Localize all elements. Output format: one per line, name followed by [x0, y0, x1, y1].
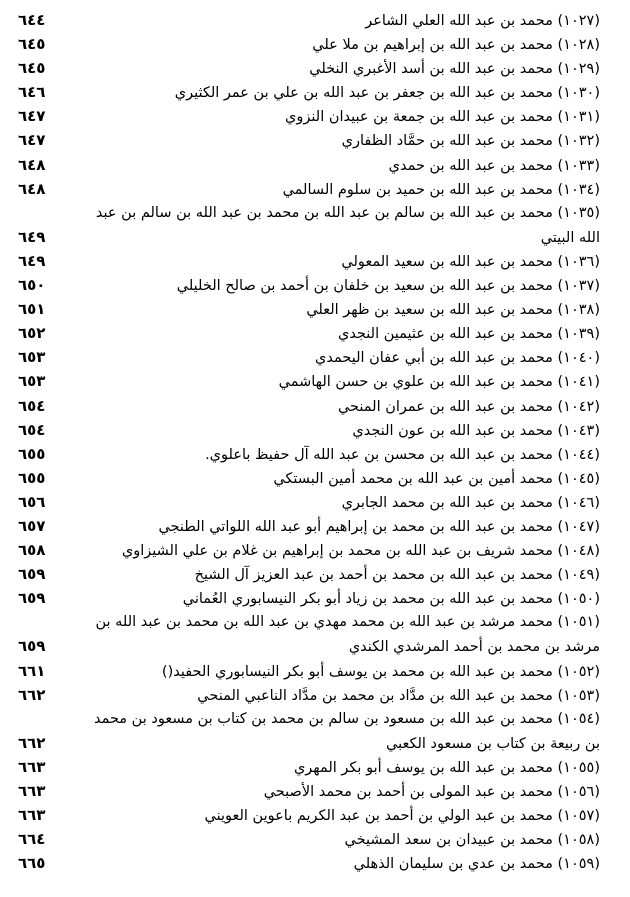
entry-page-number: ٦٥٤ — [18, 396, 46, 415]
entry-page-number: ٦٤٧ — [18, 131, 46, 150]
index-entry — [18, 490, 600, 514]
entry-text: الله البيتي — [540, 229, 600, 246]
entry-page-number: ٦٦٥ — [18, 854, 46, 873]
index-entry — [18, 80, 600, 104]
entry-page-number: ٦٦٢ — [18, 685, 46, 704]
index-entry — [18, 225, 600, 249]
entry-page-number: ٦٦٣ — [18, 757, 46, 776]
index-entry — [18, 177, 600, 201]
index-entry — [18, 297, 600, 321]
entry-text: (١٠٥٩) محمد بن عدي بن سليمان الذهلي — [353, 856, 600, 873]
index-entry — [18, 659, 600, 683]
index-entry — [18, 32, 600, 56]
entry-page-number: ٦٤٤ — [18, 11, 46, 29]
entry-page-number: ٦٤٦ — [18, 83, 46, 102]
entry-page-number: ٦٥٥ — [18, 444, 46, 463]
entry-page-number: ٦٥٩ — [18, 589, 46, 608]
entry-text: (١٠٤٢) محمد بن عبد الله بن عمران المنحي — [337, 398, 600, 415]
index-entry — [18, 707, 600, 731]
index-entry — [18, 851, 600, 875]
entry-page-number: ٦٤٨ — [18, 179, 46, 198]
index-entry — [18, 610, 600, 634]
entry-text: (١٠٣٨) محمد بن عبد الله بن سعيد بن ظهر العلي — [306, 302, 600, 319]
entry-text: (١٠٥٥) محمد بن عبد الله بن يوسف أبو بكر المهري — [293, 759, 600, 776]
entry-page-number: ٦٤٥ — [18, 35, 46, 54]
entry-page-number: ٦٤٩ — [18, 227, 46, 246]
entry-page-number: ٦٥٦ — [18, 492, 46, 511]
entry-text: (١٠٣٤) محمد بن عبد الله بن حميد بن سلوم السالمي — [282, 181, 600, 198]
entry-page-number: ٦٥٢ — [18, 324, 46, 343]
entry-page-number: ٦٥٣ — [18, 348, 46, 367]
entry-page-number: ٦٦٢ — [18, 733, 46, 752]
index-entry — [18, 321, 600, 345]
entry-page-number: ٦٤٥ — [18, 59, 46, 78]
index-entry — [18, 201, 600, 225]
index-entry — [18, 394, 600, 418]
entry-text: (١٠٣٠) محمد بن عبد الله بن جعفر بن عبد الله بن علي بن عمر الكثيري — [174, 85, 600, 102]
entry-page-number: ٦٦٣ — [18, 782, 46, 800]
entry-text: (١٠٥٠) محمد بن عبد الله بن محمد بن زياد أبو بكر النيسابوري العُماني — [182, 591, 600, 608]
entry-text: (١٠٤٨) محمد شريف بن عبد الله بن محمد بن إبراهيم بن غلام بن علي الشيزاوي — [121, 543, 600, 560]
entry-text: (١٠٣٩) محمد بن عبد الله بن عثيمين النجدي — [337, 326, 600, 343]
index-entry — [18, 514, 600, 538]
index-entry — [18, 466, 600, 490]
entry-page-number: ٦٥٣ — [18, 372, 46, 391]
index-entry — [18, 369, 600, 393]
entry-page-number: ٦٥٨ — [18, 541, 46, 560]
index-entry — [18, 562, 600, 586]
entry-text: (١٠٥٦) محمد بن عبد المولى بن أحمد بن محمد الأصبحي — [263, 784, 600, 800]
index-entry — [18, 827, 600, 851]
entry-page-number: ٦٥٧ — [18, 516, 46, 535]
entry-text: (١٠٣٧) محمد بن عبد الله بن سعيد بن خلفان بن أحمد بن صالح الخليلي — [176, 278, 600, 295]
entry-page-number: ٦٤٨ — [18, 155, 46, 174]
index-entry — [18, 418, 600, 442]
entry-text: (١٠٤٦) محمد بن عبد الله بن محمد الجابري — [341, 494, 600, 511]
entry-text: (١٠٣١) محمد بن عبد الله بن جمعة بن عبيدان النزوي — [285, 109, 600, 126]
entry-page-number: ٦٥٩ — [18, 565, 46, 584]
index-entry — [18, 273, 600, 297]
entry-text: (١٠٤٩) محمد بن عبد الله بن محمد بن أحمد بن عبد العزيز آل الشيخ — [194, 567, 600, 584]
index-entry — [18, 345, 600, 369]
entry-text: بن ربيعة بن كتاب بن مسعود الكعبي — [386, 735, 600, 752]
index-entry — [18, 128, 600, 152]
entry-text: (١٠٥٨) محمد بن عبيدان بن سعد المشيخي — [344, 832, 600, 849]
entry-page-number: ٦٥١ — [18, 300, 46, 319]
index-entry — [18, 153, 600, 177]
index-entry — [18, 803, 600, 827]
index-list — [18, 8, 600, 875]
entry-text: (١٠٥٤) محمد بن عبد الله بن مسعود بن سالم بن محمد بن كتاب بن مسعود بن محمد — [93, 710, 600, 727]
entry-text: (١٠٣٥) محمد بن عبد الله بن سالم بن عبد الله بن محمد بن عبد الله بن سالم بن عبد — [95, 204, 600, 221]
entry-text: (١٠٥٢) محمد بن عبد الله بن محمد بن يوسف أبو بكر النيسابوري الحفيد() — [161, 663, 600, 680]
index-entry — [18, 634, 600, 658]
entry-page-number: ٦٦٤ — [18, 830, 46, 849]
entry-text: (١٠٢٩) محمد بن عبد الله بن أسد الأغبري النخلي — [309, 61, 600, 78]
entry-page-number: ٦٦١ — [18, 661, 46, 680]
index-entry — [18, 779, 600, 803]
entry-text: (١٠٣٣) محمد بن عبد الله بن حمدي — [388, 157, 600, 174]
entry-text: (١٠٥١) محمد مرشد بن عبد الله بن محمد مهدي بن عبد الله بن محمد بن عبد الله بن — [95, 614, 600, 631]
entry-text: (١٠٤١) محمد بن عبد الله بن علوي بن حسن الهاشمي — [278, 374, 600, 391]
index-entry — [18, 8, 600, 32]
entry-text: (١٠٤٤) محمد بن عبد الله بن محسن بن عبد الله آل حفيظ باعلوي. — [205, 446, 600, 463]
entry-page-number: ٦٥٩ — [18, 637, 46, 656]
entry-page-number: ٦٤٩ — [18, 251, 46, 270]
entry-text: (١٠٢٧) محمد بن عبد الله العلي الشاعر — [365, 13, 600, 29]
index-entry — [18, 249, 600, 273]
entry-text: (١٠٢٨) محمد بن عبد الله بن إبراهيم بن ملا علي — [312, 37, 600, 54]
entry-page-number: ٦٤٧ — [18, 107, 46, 126]
entry-page-number: ٦٥٤ — [18, 420, 46, 439]
entry-page-number: ٦٥٥ — [18, 468, 46, 487]
index-entry — [18, 56, 600, 80]
entry-text: (١٠٤٠) محمد بن عبد الله بن أبي عفان اليحمدي — [314, 350, 600, 367]
entry-text: (١٠٣٦) محمد بن عبد الله بن سعيد المعولي — [341, 253, 600, 270]
entry-text: (١٠٤٣) محمد بن عبد الله بن عون النجدي — [352, 422, 600, 439]
entry-page-number: ٦٦٣ — [18, 806, 46, 825]
entry-text: (١٠٥٧) محمد بن عبد الولي بن أحمد بن عبد الكريم باعوين العويني — [204, 808, 600, 825]
index-entry — [18, 442, 600, 466]
entry-text: (١٠٣٢) محمد بن عبد الله بن حمَّاد الظفاري — [341, 133, 600, 150]
entry-text: (١٠٤٥) محمد أمين بن عبد الله بن محمد أمين البستكي — [273, 470, 600, 487]
index-entry — [18, 104, 600, 128]
entry-text: (١٠٥٣) محمد بن عبد الله بن مدَّاد بن محمد بن مدَّاد الناعبي المنحي — [197, 687, 600, 704]
index-entry — [18, 731, 600, 755]
entry-page-number: ٦٥٠ — [18, 276, 46, 295]
entry-text: مرشد بن محمد بن أحمد المرشدي الكندي — [348, 639, 600, 656]
index-entry — [18, 538, 600, 562]
entry-text: (١٠٤٧) محمد بن عبد الله بن محمد بن إبراهيم أبو عبد الله اللواتي الطنجي — [158, 518, 600, 535]
index-entry — [18, 586, 600, 610]
index-entry — [18, 683, 600, 707]
index-entry — [18, 755, 600, 779]
